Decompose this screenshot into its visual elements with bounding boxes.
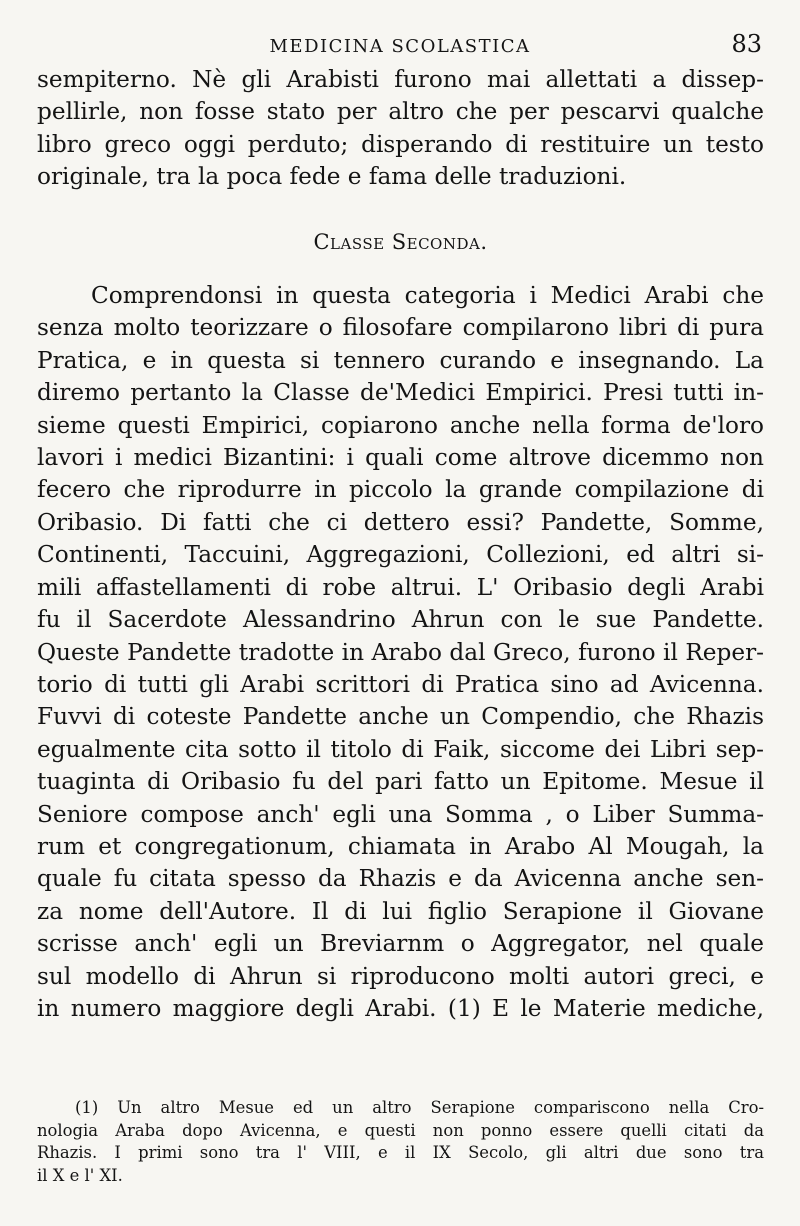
text-line: Seniore compose anch' egli una Somma , o Liber Summa- <box>37 800 764 828</box>
text-line: egualmente cita sotto il titolo di Faik, siccome dei Libri sep- <box>37 735 764 763</box>
text-line: rum et congregationum, chiamata in Arabo Al Mougah, la <box>37 832 764 860</box>
body-text <box>37 64 764 1025</box>
text-line: fecero che riprodurre in piccolo la grande compilazione di <box>37 476 764 504</box>
running-title: MEDICINA SCOLASTICA <box>269 36 531 57</box>
text-line: pellirle, non fosse stato per altro che per pescarvi qualche <box>37 98 764 126</box>
text-line: originale, tra la poca fede e fama delle traduzioni. <box>37 163 627 191</box>
text-line: sieme questi Empirici, copiarono anche nella forma de'loro <box>37 411 764 439</box>
footnote-line: (1) Un altro Mesue ed un altro Serapione compariscono nella Cro- <box>75 1098 764 1117</box>
text-line: libro greco oggi perduto; disperando di restituire un testo <box>37 130 764 158</box>
page-header <box>36 30 764 60</box>
page-number: 83 <box>731 30 762 58</box>
footnote <box>37 1097 764 1187</box>
footnote-line: Rhazis. I primi sono tra l' VIII, e il IX Secolo, gli altri due sono tra <box>37 1143 764 1162</box>
section-heading: Classe Seconda. <box>313 229 488 254</box>
footnote-line: nologia Araba dopo Avicenna, e questi non ponno essere quelli citati da <box>37 1120 764 1140</box>
text-line: Continenti, Taccuini, Aggregazioni, Collezioni, ed altri si- <box>37 541 764 569</box>
text-line: sul modello di Ahrun si riproducono molti autori greci, e <box>37 962 764 990</box>
text-line: fu il Sacerdote Alessandrino Ahrun con le sue Pandette. <box>37 606 764 634</box>
text-line: lavori i medici Bizantini: i quali come altrove dicemmo non <box>37 444 764 472</box>
text-line: Comprendonsi in questa categoria i Medici Arabi che <box>91 282 764 310</box>
footnote-line: il X e l' XI. <box>37 1165 123 1185</box>
text-line: scrisse anch' egli un Breviarnm o Aggregator, nel quale <box>37 930 764 958</box>
text-line: torio di tutti gli Arabi scrittori di Pratica sino ad Avicenna. <box>37 670 764 698</box>
text-line: in numero maggiore degli Arabi. (1) E le Materie mediche, <box>37 994 764 1022</box>
text-line: tuaginta di Oribasio fu del pari fatto un Epitome. Mesue il <box>37 768 764 796</box>
text-line: Pratica, e in questa si tennero curando e insegnando. La <box>37 346 764 374</box>
text-line: sempiterno. Nè gli Arabisti furono mai allettati a dissep- <box>37 66 764 93</box>
text-line: quale fu citata spesso da Rhazis e da Avicenna anche sen- <box>37 865 764 893</box>
paragraph <box>37 64 764 194</box>
text-line: Fuvvi di coteste Pandette anche un Compendio, che Rhazis <box>37 703 764 731</box>
text-line: Oribasio. Di fatti che ci dettero essi? Pandette, Somme, <box>37 508 764 536</box>
text-line: Queste Pandette tradotte in Arabo dal Greco, furono il Reper- <box>37 638 764 666</box>
text-line: mili affastellamenti di robe altrui. L' Oribasio degli Arabi <box>37 573 764 601</box>
text-line: za nome dell'Autore. Il di lui figlio Serapione il Giovane <box>37 897 764 925</box>
paragraph <box>37 280 764 1025</box>
text-line: senza molto teorizzare o filosofare compilarono libri di pura <box>37 314 764 342</box>
text-line: diremo pertanto la Classe de'Medici Empirici. Presi tutti in- <box>37 379 764 407</box>
